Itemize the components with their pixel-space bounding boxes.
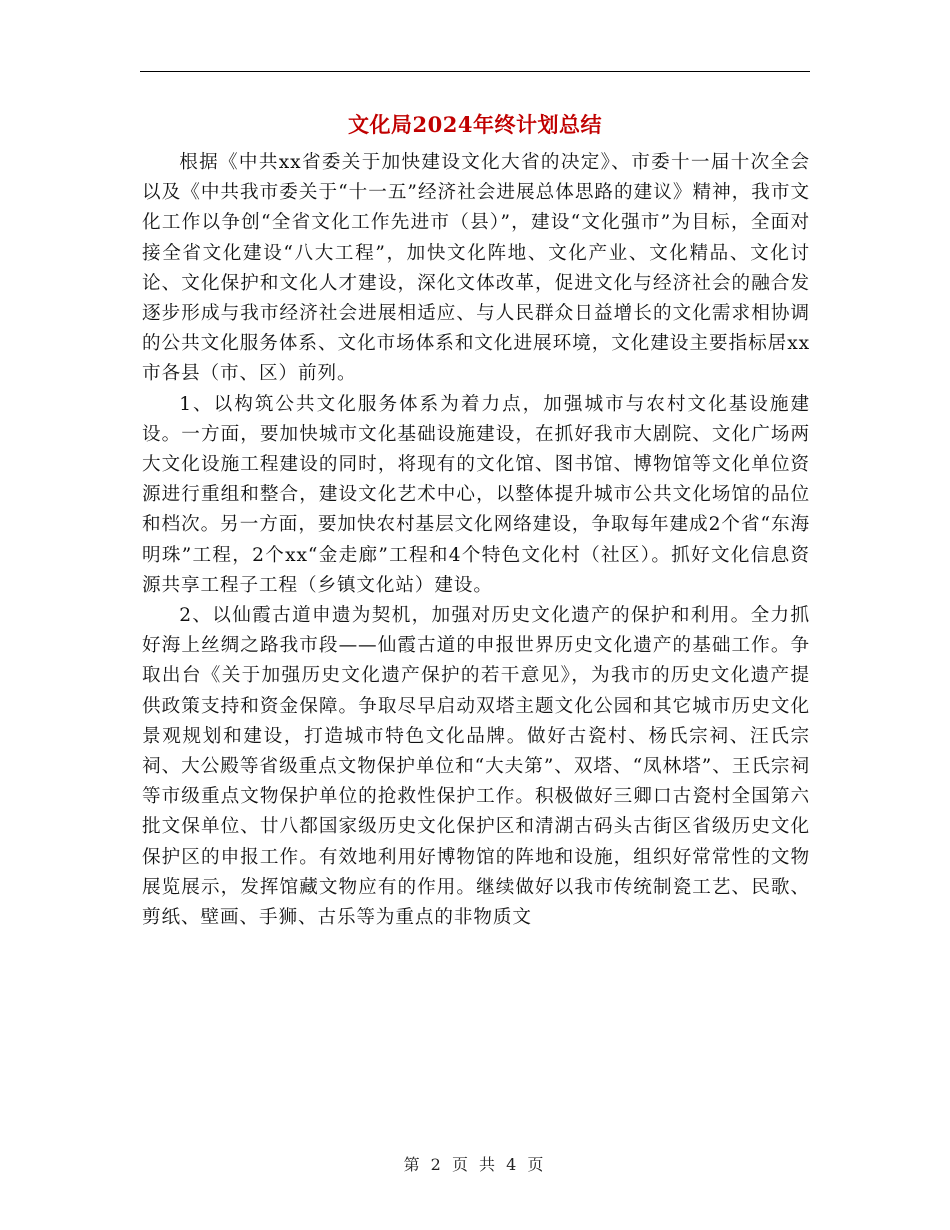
paragraph-item-2: 2、以仙霞古道申遗为契机，加强对历史文化遗产的保护和利用。全力抓好海上丝绸之路我市段——仙霞古道的申报世界历史文化遗产的基础工作。争取出台《关于加强历史文化遗产保护的若干意见》，为我市的历史文化遗产提供政策支持和资金保障。争取尽早启动双塔主题文化公园和其它城市历史文化景观规划和建设，打造城市特色文化品牌。做好古瓷村、杨氏宗祠、汪氏宗祠、大公殿等省级重点文物保护单位和“大夫第”、双塔、“凤林塔”、王氏宗祠等市级重点文物保护单位的抢救性保护工作。积极做好三卿口古瓷村全国第六批文保单位、廿八都国家级历史文化保护区和清湖古码头古街区省级历史文化保护区的申报工作。有效地利用好博物馆的阵地和设施，组织好常常性的文物展览展示，发挥馆藏文物应有的作用。继续做好以我市传统制瓷工艺、民歌、剪纸、壁画、手狮、古乐等为重点的非物质文 [142,605,810,929]
header-rule [140,71,810,72]
paragraph-item-1: 1、以构筑公共文化服务体系为着力点，加强城市与农村文化基设施建设。一方面，要加快城市文化基础设施建设，在抓好我市大剧院、文化广场两大文化设施工程建设的同时，将现有的文化馆、图书馆、博物馆等文化单位资源进行重组和整合，建设文化艺术中心，以整体提升城市公共文化场馆的品位和档次。另一方面，要加快农村基层文化网络建设，争取每年建成2个省“东海明珠”工程，2个xx“金走廊”工程和4个特色文化村（社区）。抓好文化信息资源共享工程子工程（乡镇文化站）建设。 [142,393,810,596]
document-body [142,148,810,933]
document-title: 文化局2024年终计划总结 [348,112,602,137]
paragraph-intro: 根据《中共xx省委关于加快建设文化大省的决定》、市委十一届十次全会以及《中共我市委关于“十一五”经济社会进展总体思路的建议》精神，我市文化工作以争创“全省文化工作先进市（县）”，建设“文化强市”为目标，全面对接全省文化建设“八大工程”，加快文化阵地、文化产业、文化精品、文化讨论、文化保护和文化人才建设，深化文体改革，促进文化与经济社会的融合发逐步形成与我市经济社会进展相适应、与人民群众日益增长的文化需求相协调的公共文化服务体系、文化市场体系和文化进展环境，文化建设主要指标居xx市各县（市、区）前列。 [142,152,810,385]
page-number: 第 2 页 共 4 页 [403,1155,547,1174]
